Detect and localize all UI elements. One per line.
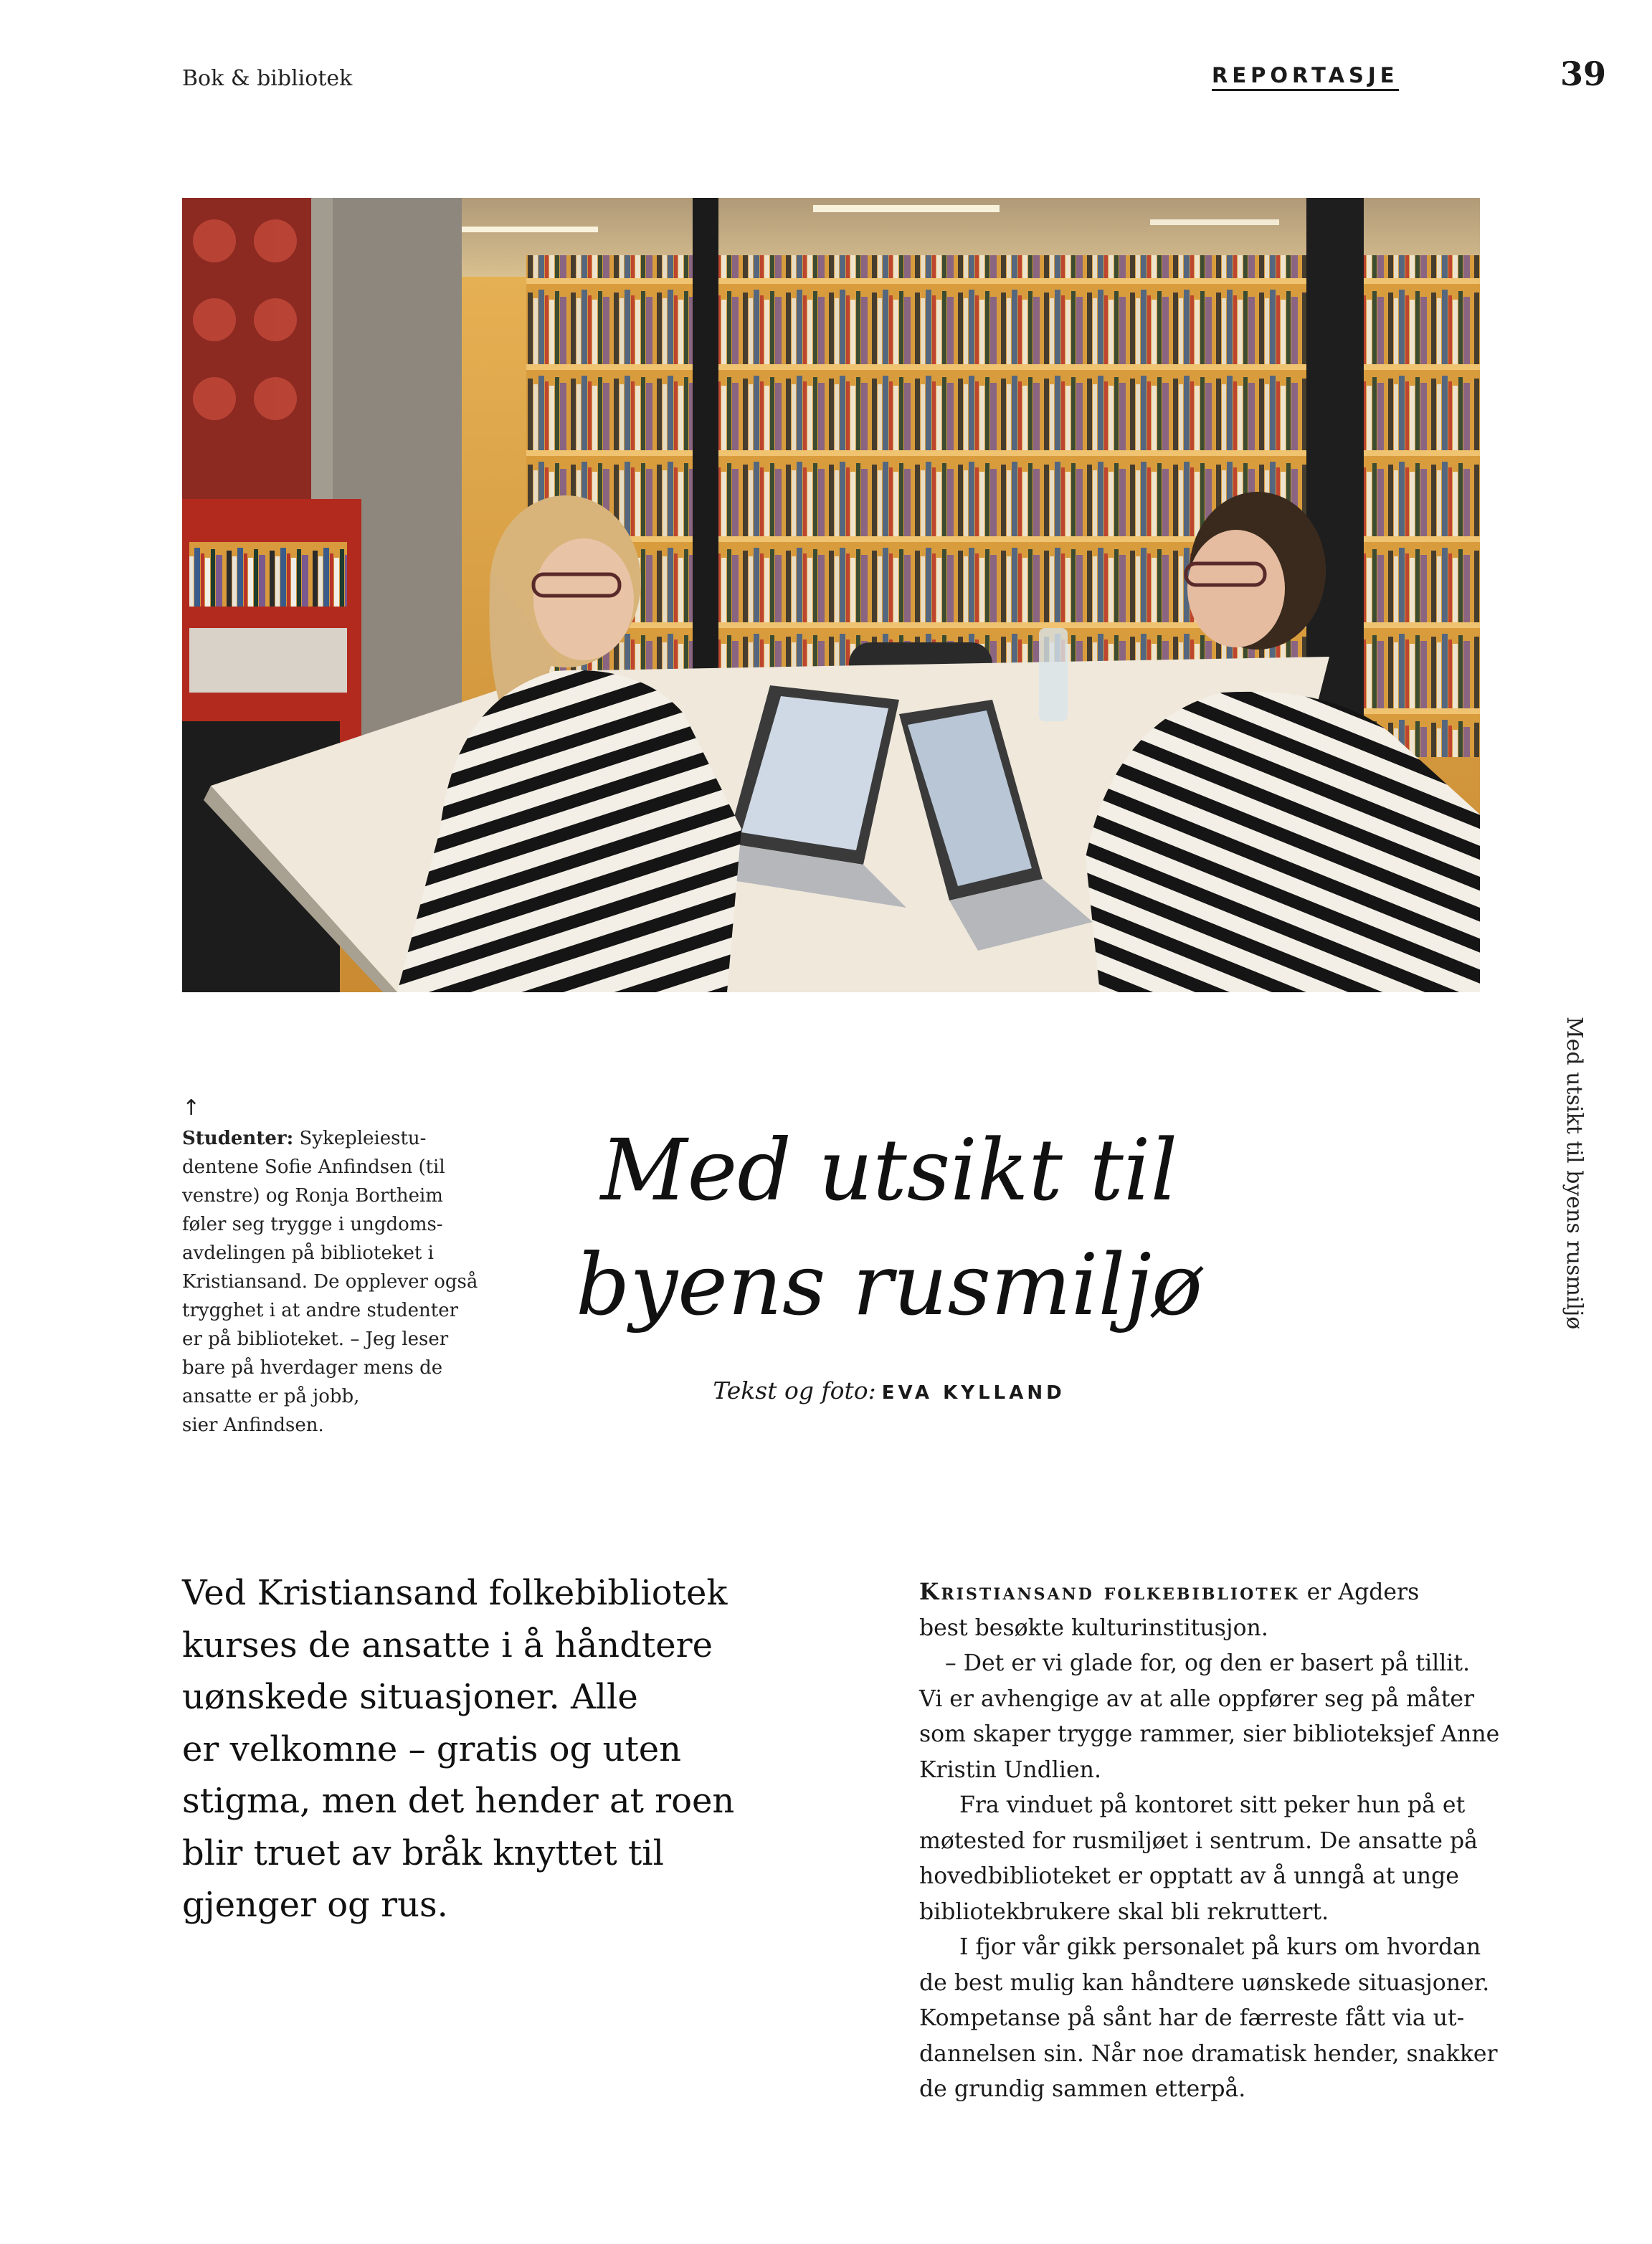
byline-author: EVA KYLLAND <box>881 1382 1065 1404</box>
caption-first-rest: Sykepleiestu- <box>299 1128 427 1149</box>
body-line: best besøkte kulturinstitusjon. <box>919 1615 1268 1641</box>
byline <box>545 1377 1233 1404</box>
caption-line: bare på hverdager mens de <box>182 1357 443 1379</box>
caption-line: Kristiansand. De opplever også <box>182 1271 478 1293</box>
lead-line: kurses de ansatte i å håndtere <box>182 1625 713 1665</box>
caption-line: ansatte er på jobb, <box>182 1386 360 1407</box>
caption-line: dentene Sofie Anfindsen (til <box>182 1156 445 1178</box>
caption-first-line <box>182 1124 483 1153</box>
body-line: – Det er vi glade for, og den er basert på tillit. <box>945 1650 1471 1676</box>
caption-line: føler seg trygge i ungdoms- <box>182 1214 443 1235</box>
caption-line: venstre) og Ronja Bortheim <box>182 1185 443 1207</box>
lead-line: Ved Kristiansand folkebibliotek <box>182 1573 728 1613</box>
caption-line: er på biblioteket. – Jeg leser <box>182 1328 449 1350</box>
caption-line: sier Anfindsen. <box>182 1415 324 1436</box>
caption-line: avdelingen på biblioteket i <box>182 1242 434 1264</box>
body-opening-rest: er Agders <box>1299 1579 1420 1605</box>
body-line: Kristin Undlien. <box>919 1756 1101 1783</box>
caption-line: trygghet i at andre studenter <box>182 1300 459 1321</box>
lead-line: blir truet av bråk knyttet til <box>182 1832 664 1873</box>
lead-line: gjenger og rus. <box>182 1885 448 1925</box>
byline-prefix: Tekst og foto: <box>713 1377 876 1404</box>
body-line: bibliotekbrukere skal bli rekruttert. <box>919 1898 1329 1925</box>
photo-caption <box>182 1095 483 1440</box>
body-text <box>919 1574 1500 2108</box>
body-line: Fra vinduet på kontoret sitt peker hun på et <box>959 1792 1466 1818</box>
lead-line: stigma, men det hender at roen <box>182 1781 735 1821</box>
arrow-up-icon: ↑ <box>182 1095 201 1121</box>
body-line <box>919 1574 1493 1611</box>
title-line-2: byens rusmiljø <box>575 1235 1203 1334</box>
section-label: REPORTASJE <box>1212 63 1399 91</box>
lead-paragraph <box>182 1567 756 1931</box>
side-running-title: Med utsikt til byens rusmiljø <box>1562 1017 1587 1330</box>
caption-label: Studenter: <box>182 1128 294 1149</box>
body-line: Vi er avhengige av at alle oppfører seg på måter <box>919 1686 1475 1712</box>
body-line: som skaper trygge rammer, sier biblioteksjef Anne <box>919 1721 1500 1747</box>
body-line: Kompetanse på sånt har de færreste fått via ut- <box>919 2005 1465 2031</box>
running-head: Bok & bibliotek <box>182 66 353 91</box>
lead-line: er velkomne – gratis og uten <box>182 1729 682 1769</box>
body-line: I fjor vår gikk personalet på kurs om hvordan <box>959 1934 1481 1960</box>
body-opening-smallcaps: Kristiansand folkebibliotek <box>919 1579 1300 1605</box>
body-line: de grundig sammen etterpå. <box>919 2076 1246 2102</box>
library-photo <box>182 198 1480 992</box>
body-line: dannelsen sin. Når noe dramatisk hender, snakker <box>919 2040 1498 2067</box>
page-number: 39 <box>1560 54 1607 93</box>
body-line: de best mulig kan håndtere uønskede situasjoner. <box>919 1969 1490 1996</box>
article-title <box>545 1113 1233 1342</box>
body-line: hovedbiblioteket er opptatt av å unngå at unge <box>919 1863 1459 1889</box>
lead-line: uønskede situasjoner. Alle <box>182 1677 638 1717</box>
body-line: møtested for rusmiljøet i sentrum. De ansatte på <box>919 1827 1478 1854</box>
title-line-1: Med utsikt til <box>600 1121 1178 1220</box>
